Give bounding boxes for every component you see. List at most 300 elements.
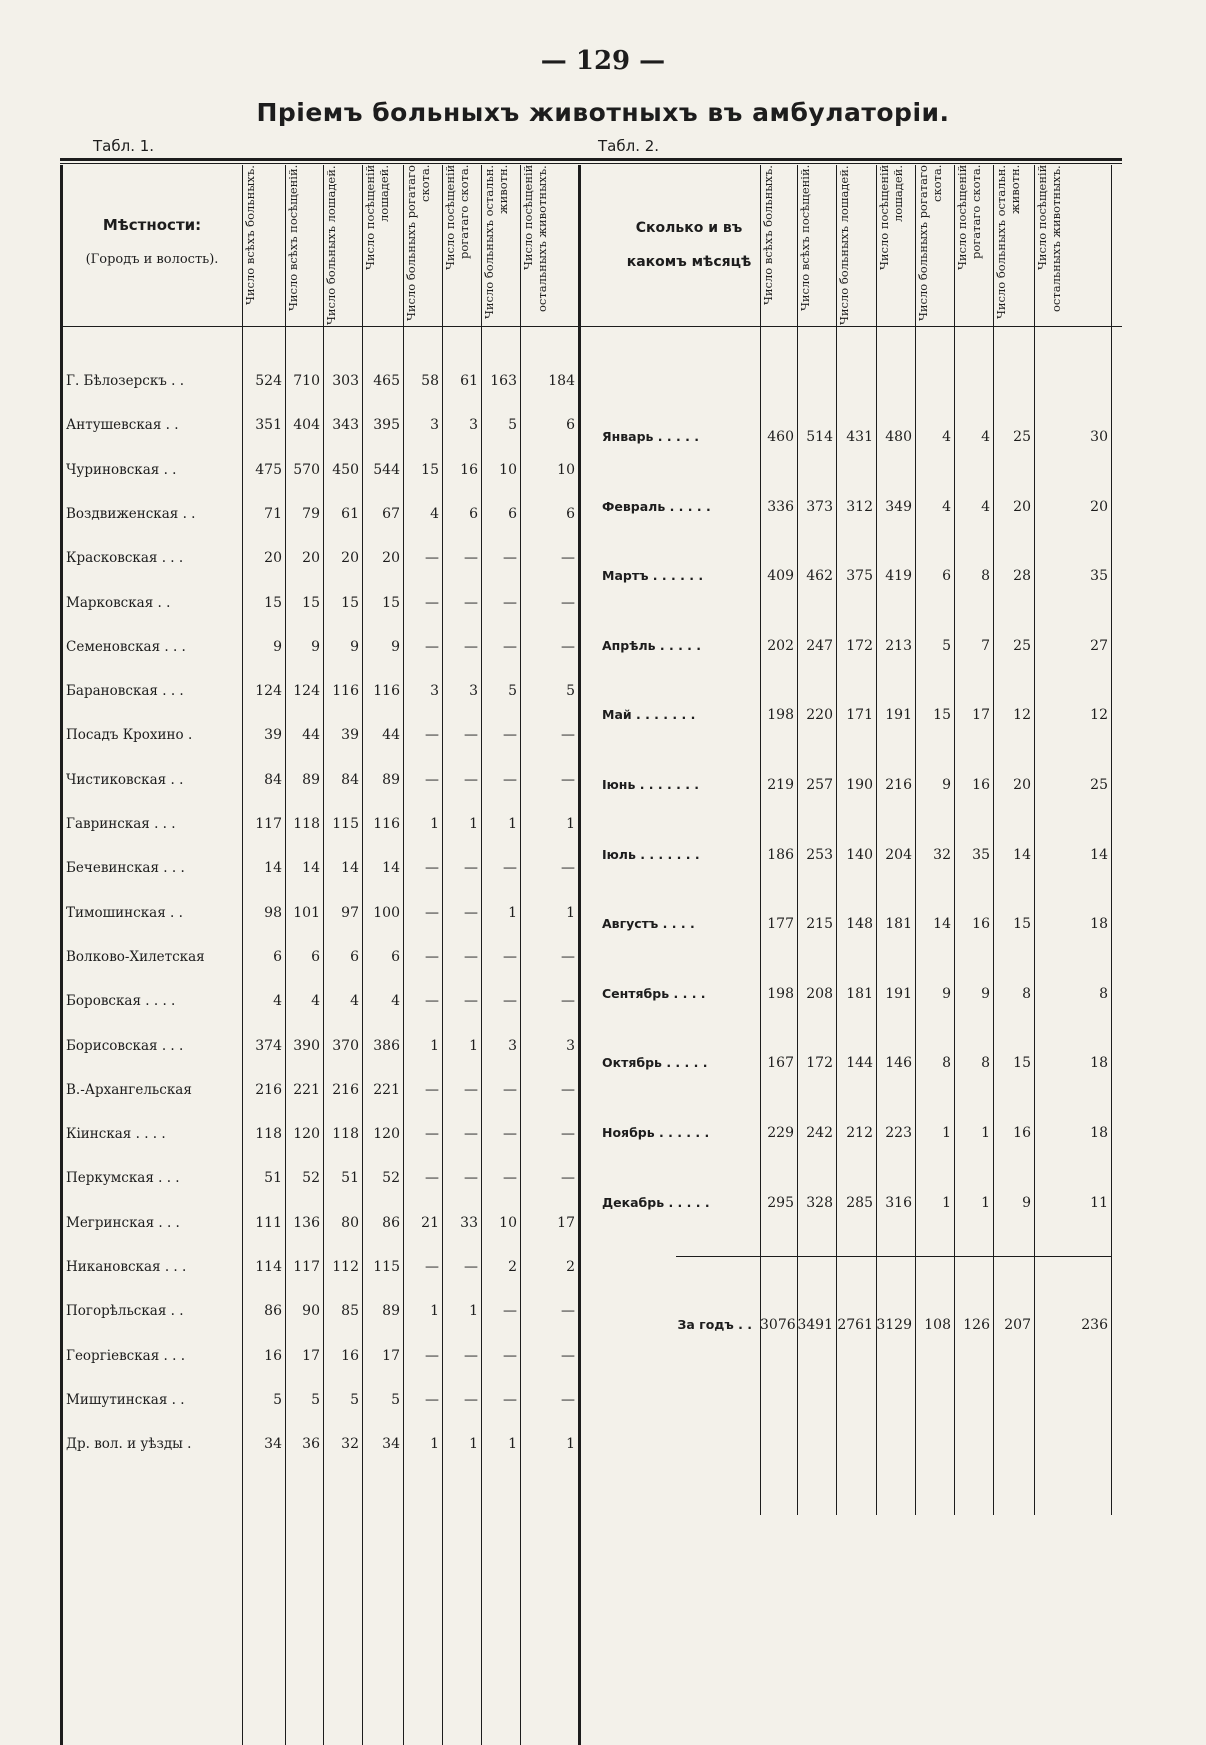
table1-cell: 1: [469, 816, 478, 832]
table1-cell: 124: [255, 683, 282, 699]
table1-row-name: Волково-Хилетская: [66, 949, 205, 965]
table2-cell: 27: [1090, 638, 1108, 654]
table1-row-name: Гавринская . . .: [66, 816, 176, 832]
table1-label: Табл. 1.: [93, 137, 155, 155]
table1-cell: 118: [255, 1126, 282, 1142]
table2-cell: 480: [885, 429, 912, 445]
table1-cell: 89: [382, 1303, 400, 1319]
table2-cell: 460: [767, 429, 794, 445]
total-rule: [676, 1256, 1112, 1257]
table1-col-header: [404, 165, 441, 325]
table1-cell: 374: [255, 1038, 282, 1054]
table1-cell: 15: [264, 595, 282, 611]
table1-cell: —: [464, 595, 478, 611]
table1-row-name: Бечевинская . . .: [66, 860, 185, 876]
table2-total-cell: 126: [963, 1317, 990, 1333]
table2-col-rule: [876, 165, 877, 1515]
table2-cell: 215: [806, 916, 833, 932]
table2-cell: 8: [1022, 986, 1031, 1002]
table1-cell: —: [561, 1170, 575, 1186]
table2-cell: 462: [806, 568, 833, 584]
table2-col-header: [955, 165, 992, 325]
table1-col-header: [324, 165, 361, 325]
table1-col-rule: [60, 165, 63, 1745]
table2-cell: 202: [767, 638, 794, 654]
table1-col-header-text: Число посѣщеній остальныхъ животныхъ.: [521, 165, 549, 312]
table1-cell: 2: [508, 1259, 517, 1275]
table1-cell: 4: [391, 993, 400, 1009]
table1-col-header: [286, 165, 322, 325]
table1-cell: 15: [341, 595, 359, 611]
table1-cell: —: [464, 949, 478, 965]
table1-row-name: Чистиковская . .: [66, 772, 184, 788]
table1-cell: 404: [293, 417, 320, 433]
table2-cell: 12: [1013, 707, 1031, 723]
table1-cell: 4: [273, 993, 282, 1009]
table2-cell: 253: [806, 847, 833, 863]
table1-col-header-text: Число больныхъ рогатаго скота.: [404, 165, 432, 321]
table1-cell: 3: [430, 417, 439, 433]
table1-cell: 16: [460, 462, 478, 478]
table1-row-name: Барановская . . .: [66, 683, 184, 699]
table1-cell: 6: [566, 417, 575, 433]
table1-cell: 58: [421, 373, 439, 389]
table2-cell: 223: [885, 1125, 912, 1141]
table1-cell: 14: [341, 860, 359, 876]
table2-cell: 15: [1013, 1055, 1031, 1071]
table2-cell: 16: [972, 916, 990, 932]
table2-cell: 25: [1013, 638, 1031, 654]
table1-cell: —: [464, 1392, 478, 1408]
table1-row-name: Погорѣльская . .: [66, 1303, 184, 1319]
table1-cell: —: [503, 993, 517, 1009]
table2-col-header: [877, 165, 914, 325]
table1-cell: 15: [382, 595, 400, 611]
table2-cell: 18: [1090, 916, 1108, 932]
table1-cell: 6: [566, 506, 575, 522]
table1-cell: —: [503, 1170, 517, 1186]
table2-cell: 25: [1090, 777, 1108, 793]
table2-header-sub: какомъ мѣсяцѣ: [626, 254, 752, 270]
table2-cell: 14: [1013, 847, 1031, 863]
table1-cell: 1: [566, 905, 575, 921]
table2-cell: 177: [767, 916, 794, 932]
table1-row-name: Красковская . . .: [66, 550, 184, 566]
table1-cell: 6: [311, 949, 320, 965]
table2-cell: 9: [981, 986, 990, 1002]
table1-cell: —: [425, 1392, 439, 1408]
table1-cell: 120: [373, 1126, 400, 1142]
table1-cell: 5: [311, 1392, 320, 1408]
table1-cell: —: [561, 772, 575, 788]
table2-col-rule: [760, 165, 761, 1515]
table2-cell: 11: [1090, 1195, 1108, 1211]
table1-cell: —: [503, 1348, 517, 1364]
table1-cell: —: [464, 993, 478, 1009]
table2-row-name: Январь . . . . .: [602, 429, 699, 444]
table1-cell: 710: [293, 373, 320, 389]
table1-row-name: Георгіевская . . .: [66, 1348, 185, 1364]
table1-header-main: Мѣстности:: [102, 216, 202, 234]
table2-row-name: Октябрь . . . . .: [602, 1055, 708, 1070]
table1-cell: 33: [460, 1215, 478, 1231]
table1-cell: 3: [430, 683, 439, 699]
table2-cell: 8: [981, 1055, 990, 1071]
table1-cell: 34: [382, 1436, 400, 1452]
table1-cell: 21: [421, 1215, 439, 1231]
table1-cell: —: [503, 860, 517, 876]
table1-cell: 39: [341, 727, 359, 743]
table2-cell: 25: [1013, 429, 1031, 445]
table2-row-name: Декабрь . . . . .: [602, 1195, 710, 1210]
table1-cell: 16: [264, 1348, 282, 1364]
table1-cell: —: [561, 860, 575, 876]
table2-cell: 4: [942, 499, 951, 515]
table1-col-header-text: Число больныхъ остальн. животн.: [482, 165, 510, 320]
table2-row-name: Іюль . . . . . . .: [602, 847, 700, 862]
table2-total-cell: 3129: [876, 1317, 912, 1333]
table1-cell: 570: [293, 462, 320, 478]
table2-cell: 30: [1090, 429, 1108, 445]
table1-cell: 5: [391, 1392, 400, 1408]
table1-cell: —: [425, 727, 439, 743]
table1-row-name: Боровская . . . .: [66, 993, 176, 1009]
table2-col-header: [798, 165, 835, 325]
table1-cell: 117: [293, 1259, 320, 1275]
table2-cell: 4: [981, 499, 990, 515]
table1-cell: —: [561, 1082, 575, 1098]
table1-cell: —: [425, 1126, 439, 1142]
table1-cell: —: [561, 1392, 575, 1408]
table1-cell: 136: [293, 1215, 320, 1231]
table1-cell: —: [503, 727, 517, 743]
table2-cell: 229: [767, 1125, 794, 1141]
table2-col-header: [761, 165, 796, 325]
table2-cell: 8: [981, 568, 990, 584]
table1-row-name: Посадъ Крохино .: [66, 727, 193, 743]
table1-col-rule: [578, 165, 581, 1745]
table1-cell: 3: [469, 683, 478, 699]
table1-row-name: Г. Бѣлозерскъ . .: [66, 373, 185, 389]
table2-total-cell: 3076: [760, 1317, 796, 1333]
table1-cell: —: [503, 1392, 517, 1408]
table2-total-cell: 207: [1004, 1317, 1031, 1333]
table2-row-name: Сентябрь . . . .: [602, 986, 706, 1001]
table1-cell: 1: [508, 905, 517, 921]
table1-cell: —: [561, 550, 575, 566]
table1-col-header: [521, 165, 577, 325]
table1-row-name: Марковская . .: [66, 595, 171, 611]
table1-cell: 85: [341, 1303, 359, 1319]
table1-cell: 221: [373, 1082, 400, 1098]
table1-cell: 544: [373, 462, 400, 478]
table2-cell: 8: [1099, 986, 1108, 1002]
table2-row-name: Май . . . . . . .: [602, 707, 696, 722]
table2-cell: 213: [885, 638, 912, 654]
table2-cell: 247: [806, 638, 833, 654]
table1-cell: 115: [332, 816, 359, 832]
table1-cell: 90: [302, 1303, 320, 1319]
table1-cell: —: [464, 1082, 478, 1098]
table1-cell: 3: [566, 1038, 575, 1054]
table2-cell: 295: [767, 1195, 794, 1211]
table2-col-rule: [954, 165, 955, 1515]
table1-header-sub: (Городъ и волость).: [85, 252, 219, 267]
table1-cell: 343: [332, 417, 359, 433]
table2-cell: 373: [806, 499, 833, 515]
table2-col-rule: [836, 165, 837, 1515]
table2-cell: 409: [767, 568, 794, 584]
table2-col-header-text: Число всѣхъ больныхъ.: [761, 165, 775, 305]
table2-cell: 172: [806, 1055, 833, 1071]
table2-header-main: Сколько и въ: [635, 220, 743, 236]
table2-cell: 1: [942, 1125, 951, 1141]
table2-col-rule: [993, 165, 994, 1515]
table1-row-name: Семеновская . . .: [66, 639, 186, 655]
table2-cell: 4: [981, 429, 990, 445]
table2-cell: 216: [885, 777, 912, 793]
table2-cell: 8: [942, 1055, 951, 1071]
table1-cell: 118: [293, 816, 320, 832]
table1-col-header-text: Число всѣхъ больныхъ.: [243, 165, 257, 305]
table1-cell: —: [561, 949, 575, 965]
table1-cell: 97: [341, 905, 359, 921]
table1-cell: —: [464, 550, 478, 566]
table1-cell: 10: [499, 1215, 517, 1231]
table1-cell: 5: [273, 1392, 282, 1408]
table1-cell: 6: [508, 506, 517, 522]
table1-cell: 15: [302, 595, 320, 611]
table1-cell: —: [561, 639, 575, 655]
table1-cell: 51: [264, 1170, 282, 1186]
table2-cell: 1: [981, 1125, 990, 1141]
table1-cell: —: [464, 639, 478, 655]
table2-col-rule: [1111, 165, 1112, 1515]
table1-cell: —: [425, 772, 439, 788]
table1-cell: 116: [332, 683, 359, 699]
table2-cell: 148: [846, 916, 873, 932]
table1-cell: 475: [255, 462, 282, 478]
table1-cell: 370: [332, 1038, 359, 1054]
table2-col-header-text: Число больныхъ рогатаго скота.: [916, 165, 944, 321]
table1-cell: 9: [350, 639, 359, 655]
table2-cell: 140: [846, 847, 873, 863]
table1-cell: —: [503, 550, 517, 566]
table1-row-name: Др. вол. и уѣзды .: [66, 1436, 192, 1452]
table1-cell: 51: [341, 1170, 359, 1186]
table1-cell: 10: [499, 462, 517, 478]
table2-label: Табл. 2.: [598, 137, 660, 155]
table1-cell: 4: [311, 993, 320, 1009]
table2-cell: 514: [806, 429, 833, 445]
table2-cell: 349: [885, 499, 912, 515]
table1-col-header-text: Число посѣщеній лошадей.: [363, 165, 391, 271]
table1-cell: 450: [332, 462, 359, 478]
table2-total-name: За годъ . .: [677, 1317, 752, 1332]
table2-cell: 208: [806, 986, 833, 1002]
table2-cell: 328: [806, 1195, 833, 1211]
table1-row-name: В.-Архангельская: [66, 1082, 192, 1098]
table1-cell: —: [425, 949, 439, 965]
table1-row-name: Борисовская . . .: [66, 1038, 184, 1054]
table1-cell: —: [425, 860, 439, 876]
table2-cell: 336: [767, 499, 794, 515]
table2-cell: 419: [885, 568, 912, 584]
table1-row-name: Воздвиженская . .: [66, 506, 196, 522]
table1-cell: 39: [264, 727, 282, 743]
table1-cell: 1: [508, 816, 517, 832]
table1-col-header-text: Число всѣхъ посѣщеній.: [286, 165, 300, 312]
table1-cell: —: [503, 595, 517, 611]
table2-col-header-text: Число посѣщеній рогатаго скота.: [955, 165, 983, 271]
page-number: — 129 —: [540, 46, 666, 76]
table1-cell: 9: [391, 639, 400, 655]
table1-cell: 71: [264, 506, 282, 522]
table1-cell: 124: [293, 683, 320, 699]
table2-row-name: Мартъ . . . . . .: [602, 568, 704, 583]
table1-cell: 216: [255, 1082, 282, 1098]
table1-cell: —: [464, 1170, 478, 1186]
table2-cell: 20: [1013, 499, 1031, 515]
table1-cell: 1: [469, 1436, 478, 1452]
table2-total-cell: 2761: [837, 1317, 873, 1333]
table1-cell: —: [561, 993, 575, 1009]
table1-cell: 9: [273, 639, 282, 655]
table1-cell: 6: [469, 506, 478, 522]
table1-cell: —: [464, 727, 478, 743]
table1-cell: 79: [302, 506, 320, 522]
table2-cell: 181: [846, 986, 873, 1002]
table1-cell: 44: [302, 727, 320, 743]
table2-cell: 171: [846, 707, 873, 723]
table1-cell: 44: [382, 727, 400, 743]
table1-cell: 14: [302, 860, 320, 876]
table1-cell: —: [425, 595, 439, 611]
table1-cell: —: [561, 1126, 575, 1142]
table1-col-header: [443, 165, 480, 325]
table2-cell: 220: [806, 707, 833, 723]
table1-cell: 52: [302, 1170, 320, 1186]
table2-row-name: Апрѣль . . . . .: [602, 638, 702, 653]
table1-cell: 4: [350, 993, 359, 1009]
table2-cell: 167: [767, 1055, 794, 1071]
table1-cell: 10: [557, 462, 575, 478]
table1-cell: 1: [430, 1303, 439, 1319]
table2-cell: 4: [942, 429, 951, 445]
table2-cell: 186: [767, 847, 794, 863]
table2-cell: 212: [846, 1125, 873, 1141]
top-rule-thin: [60, 163, 1122, 164]
table1-cell: —: [425, 1082, 439, 1098]
table1-row-name: Чуриновская . .: [66, 462, 177, 478]
table1-cell: 115: [373, 1259, 400, 1275]
table2-cell: 181: [885, 916, 912, 932]
table1-cell: 1: [430, 1436, 439, 1452]
table1-cell: 216: [332, 1082, 359, 1098]
table1-cell: 67: [382, 506, 400, 522]
table1-cell: 36: [302, 1436, 320, 1452]
table1-cell: 116: [373, 683, 400, 699]
table2-cell: 32: [933, 847, 951, 863]
table2-col-header-text: Число посѣщеній лошадей.: [877, 165, 905, 271]
table1-cell: 98: [264, 905, 282, 921]
table2-cell: 204: [885, 847, 912, 863]
table1-cell: 184: [548, 373, 575, 389]
table1-cell: 32: [341, 1436, 359, 1452]
table1-cell: 390: [293, 1038, 320, 1054]
table1-col-header: [363, 165, 402, 325]
table1-cell: —: [425, 993, 439, 1009]
table1-cell: 1: [508, 1436, 517, 1452]
table1-cell: 17: [302, 1348, 320, 1364]
table1-cell: —: [425, 550, 439, 566]
table2-row-name: Іюнь . . . . . . .: [602, 777, 700, 792]
table1-cell: 303: [332, 373, 359, 389]
table1-cell: 395: [373, 417, 400, 433]
table2-cell: 28: [1013, 568, 1031, 584]
table2-cell: 257: [806, 777, 833, 793]
table1-col-header: [482, 165, 519, 325]
table1-cell: 118: [332, 1126, 359, 1142]
table1-cell: —: [561, 595, 575, 611]
table1-cell: —: [503, 1126, 517, 1142]
table1-cell: 465: [373, 373, 400, 389]
table1-cell: —: [561, 1303, 575, 1319]
table1-cell: —: [464, 905, 478, 921]
table2-col-rule: [915, 165, 916, 1515]
table2-cell: 431: [846, 429, 873, 445]
header-rule: [60, 326, 1122, 327]
table1-cell: 6: [350, 949, 359, 965]
table1-cell: 9: [311, 639, 320, 655]
table1-cell: 5: [508, 417, 517, 433]
table1-cell: 84: [264, 772, 282, 788]
table1-row-name: Мишутинская . .: [66, 1392, 185, 1408]
table2-cell: 9: [942, 777, 951, 793]
table2-cell: 20: [1090, 499, 1108, 515]
table2-cell: 375: [846, 568, 873, 584]
table2-col-header-text: Число больныхъ лошадей.: [837, 165, 851, 325]
table1-cell: 386: [373, 1038, 400, 1054]
table2-col-header-text: Число больныхъ остальн. животн.: [994, 165, 1022, 320]
table1-cell: 1: [566, 816, 575, 832]
table1-cell: 20: [264, 550, 282, 566]
table2-cell: 35: [1090, 568, 1108, 584]
table1-cell: 61: [341, 506, 359, 522]
table1-cell: 1: [469, 1303, 478, 1319]
table2-cell: 219: [767, 777, 794, 793]
table1-row-name: Перкумская . . .: [66, 1170, 180, 1186]
table1-cell: —: [503, 1082, 517, 1098]
table2-cell: 316: [885, 1195, 912, 1211]
table1-cell: 2: [566, 1259, 575, 1275]
table1-cell: 4: [430, 506, 439, 522]
table1-cell: 52: [382, 1170, 400, 1186]
table2-cell: 17: [972, 707, 990, 723]
table2-cell: 6: [942, 568, 951, 584]
table2-col-header: [837, 165, 875, 325]
table1-cell: —: [464, 860, 478, 876]
table1-cell: —: [464, 772, 478, 788]
table1-cell: 17: [382, 1348, 400, 1364]
table2-cell: 7: [981, 638, 990, 654]
table2-cell: 242: [806, 1125, 833, 1141]
table2-cell: 9: [942, 986, 951, 1002]
table1-cell: —: [503, 1303, 517, 1319]
table2-cell: 190: [846, 777, 873, 793]
table2-total-cell: 3491: [797, 1317, 833, 1333]
page-title: Пріемъ больныхъ животныхъ въ амбулаторіи.: [256, 98, 950, 127]
